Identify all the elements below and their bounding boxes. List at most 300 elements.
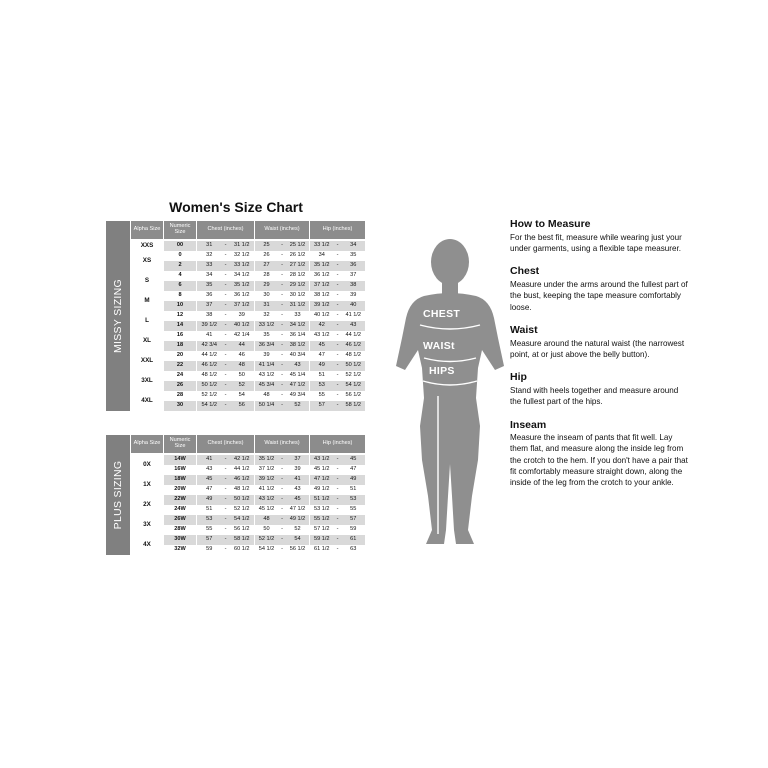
silhouette-shape bbox=[396, 239, 504, 544]
chest-min: 53 bbox=[206, 516, 213, 523]
waist-range bbox=[255, 333, 309, 339]
waist-min: 45 1/2 bbox=[258, 506, 275, 513]
waist-range-cell bbox=[255, 515, 309, 525]
chest-range-cell bbox=[197, 401, 254, 411]
waist-min: 50 bbox=[263, 526, 270, 533]
hip-min: 38 1/2 bbox=[313, 292, 330, 299]
chest-max: 58 1/2 bbox=[233, 536, 250, 543]
waist-min: 35 bbox=[263, 332, 270, 339]
header-hip: Hip (inches) bbox=[310, 221, 365, 241]
waist-min: 52 1/2 bbox=[258, 536, 275, 543]
waist-max: 45 bbox=[294, 496, 301, 503]
chest-min: 34 bbox=[206, 272, 213, 279]
waist-max: 49 3/4 bbox=[289, 392, 306, 399]
waist-range-cell bbox=[255, 241, 309, 251]
numeric-size-cell: 18 bbox=[164, 341, 196, 351]
hip-range-cell bbox=[310, 505, 365, 515]
hip-range-cell bbox=[310, 391, 365, 401]
header-numeric-size: Numeric Size bbox=[164, 221, 196, 241]
waist-range-cell bbox=[255, 381, 309, 391]
hip-max: 50 1/2 bbox=[345, 362, 362, 369]
waist-max: 47 1/2 bbox=[289, 506, 306, 513]
table-row bbox=[131, 455, 365, 465]
range-dash: - bbox=[224, 242, 227, 249]
chest-min: 44 1/2 bbox=[201, 352, 218, 359]
waist-min: 31 bbox=[263, 302, 270, 309]
chest-min: 49 bbox=[206, 496, 213, 503]
hip-min: 51 1/2 bbox=[313, 496, 330, 503]
waist-range bbox=[255, 383, 309, 389]
range-dash: - bbox=[336, 382, 339, 389]
range-dash: - bbox=[281, 292, 283, 299]
range-dash: - bbox=[336, 252, 339, 259]
table-row bbox=[131, 351, 365, 361]
table-row bbox=[131, 331, 365, 341]
range-dash: - bbox=[336, 292, 339, 299]
waist-max: 31 1/2 bbox=[289, 302, 306, 309]
range-dash: - bbox=[336, 536, 339, 543]
chest-max: 44 1/2 bbox=[233, 466, 250, 473]
waist-max: 43 bbox=[294, 362, 301, 369]
range-dash: - bbox=[224, 476, 227, 483]
hip-min: 47 1/2 bbox=[313, 476, 330, 483]
numeric-size-cell: 14W bbox=[164, 455, 196, 465]
numeric-size-cell: 22 bbox=[164, 361, 196, 371]
waist-range bbox=[255, 303, 309, 309]
hip-max: 34 bbox=[350, 242, 357, 249]
table-row bbox=[131, 465, 365, 475]
hip-max: 56 1/2 bbox=[345, 392, 362, 399]
guide-heading: Inseam bbox=[510, 418, 547, 431]
range-dash: - bbox=[336, 282, 339, 289]
waist-min: 25 bbox=[263, 242, 270, 249]
range-dash: - bbox=[281, 352, 283, 359]
how-to-measure-guide bbox=[510, 218, 690, 500]
chest-range bbox=[197, 497, 254, 503]
chest-range bbox=[197, 323, 254, 329]
chest-range bbox=[197, 517, 254, 523]
range-dash: - bbox=[224, 312, 227, 319]
hip-min: 49 bbox=[318, 362, 325, 369]
guide-heading: How to Measure bbox=[510, 218, 591, 230]
range-dash: - bbox=[224, 342, 227, 349]
numeric-size-cell: 12 bbox=[176, 312, 184, 319]
chest-min: 43 bbox=[206, 466, 213, 473]
waist-range-cell bbox=[255, 455, 309, 465]
chest-min: 31 bbox=[206, 242, 213, 249]
hip-max: 52 1/2 bbox=[345, 372, 362, 379]
body-measurement-figure bbox=[386, 238, 514, 545]
missy-sizing-label: MISSY SIZING bbox=[112, 278, 124, 354]
table-row bbox=[131, 505, 365, 515]
waist-min: 36 3/4 bbox=[258, 342, 275, 349]
waist-range bbox=[255, 353, 309, 359]
waist-range bbox=[255, 467, 309, 473]
chest-max: 33 1/2 bbox=[233, 262, 250, 269]
hip-range-cell bbox=[310, 321, 365, 331]
alpha-size-cell: 4XL bbox=[131, 391, 163, 411]
chest-max: 34 1/2 bbox=[233, 272, 250, 279]
chest-range bbox=[197, 477, 254, 483]
waist-range bbox=[255, 343, 309, 349]
chest-max: 50 1/2 bbox=[233, 496, 250, 503]
hip-max: 43 bbox=[350, 322, 357, 329]
waist-max: 45 1/4 bbox=[289, 372, 306, 379]
waist-range-cell bbox=[255, 391, 309, 401]
plus-size-table bbox=[130, 435, 366, 555]
waist-range bbox=[255, 293, 309, 299]
range-dash: - bbox=[224, 456, 227, 463]
waist-label: WAISt bbox=[423, 340, 455, 352]
waist-range bbox=[255, 363, 309, 369]
hip-min: 42 bbox=[318, 322, 325, 329]
waist-min: 54 1/2 bbox=[258, 546, 275, 553]
chest-min: 48 1/2 bbox=[201, 372, 218, 379]
hip-range bbox=[310, 343, 365, 349]
range-dash: - bbox=[281, 332, 283, 339]
waist-range bbox=[255, 243, 309, 249]
waist-min: 41 1/2 bbox=[258, 486, 275, 493]
waist-range-cell bbox=[255, 361, 309, 371]
chest-range-cell bbox=[197, 371, 254, 381]
waist-min: 39 bbox=[263, 352, 270, 359]
waist-max: 38 1/2 bbox=[289, 342, 306, 349]
chest-max: 56 1/2 bbox=[233, 526, 250, 533]
chest-range bbox=[197, 547, 254, 553]
table-row bbox=[131, 515, 365, 525]
guide-how-to-measure bbox=[510, 218, 690, 254]
chest-range-cell bbox=[197, 391, 254, 401]
header-alpha-size: Alpha Size bbox=[131, 221, 163, 241]
waist-max: 47 1/2 bbox=[289, 382, 306, 389]
waist-range-cell bbox=[255, 331, 309, 341]
table-row bbox=[131, 261, 365, 271]
hip-min: 59 1/2 bbox=[313, 536, 330, 543]
waist-range bbox=[255, 263, 309, 269]
alpha-size-cell: 1X bbox=[131, 475, 163, 495]
chest-max: 35 1/2 bbox=[233, 282, 250, 289]
range-dash: - bbox=[281, 382, 283, 389]
waist-range-cell bbox=[255, 261, 309, 271]
waist-min: 50 1/4 bbox=[258, 402, 275, 409]
hip-min: 47 bbox=[318, 352, 325, 359]
waist-min: 35 1/2 bbox=[258, 456, 275, 463]
table-row bbox=[131, 321, 365, 331]
chest-range bbox=[197, 313, 254, 319]
chest-range-cell bbox=[197, 545, 254, 555]
chest-range bbox=[197, 243, 254, 249]
waist-range bbox=[255, 393, 309, 399]
table-row bbox=[131, 545, 365, 555]
guide-text: Measure under the arms around the fullest part of the bust, keeping the tape measure comfortably loose. bbox=[510, 279, 688, 312]
alpha-size-cell: L bbox=[131, 311, 163, 331]
table-row bbox=[131, 535, 365, 545]
hip-range-cell bbox=[310, 371, 365, 381]
chest-min: 36 bbox=[206, 292, 213, 299]
waist-min: 41 1/4 bbox=[258, 362, 275, 369]
hip-min: 45 1/2 bbox=[313, 466, 330, 473]
chest-min: 35 bbox=[206, 282, 213, 289]
numeric-size-cell: 20W bbox=[174, 486, 186, 493]
chest-max: 39 bbox=[238, 312, 245, 319]
hip-min: 37 1/2 bbox=[313, 282, 330, 289]
waist-range-cell bbox=[255, 301, 309, 311]
range-dash: - bbox=[336, 352, 339, 359]
chest-max: 56 bbox=[238, 402, 245, 409]
waist-range-cell bbox=[255, 281, 309, 291]
chest-min: 33 bbox=[206, 262, 213, 269]
guide-inseam bbox=[510, 419, 690, 489]
waist-max: 52 bbox=[294, 402, 301, 409]
hip-max: 51 bbox=[350, 486, 357, 493]
hip-max: 37 bbox=[350, 272, 357, 279]
range-dash: - bbox=[336, 456, 339, 463]
chest-range-cell bbox=[197, 485, 254, 495]
hip-max: 41 1/2 bbox=[345, 312, 362, 319]
numeric-size-cell: 26 bbox=[164, 381, 196, 391]
chest-max: 40 1/2 bbox=[233, 322, 250, 329]
range-dash: - bbox=[281, 456, 283, 463]
range-dash: - bbox=[224, 302, 227, 309]
hip-range-cell bbox=[310, 341, 365, 351]
range-dash: - bbox=[336, 392, 339, 399]
chest-range bbox=[197, 487, 254, 493]
table-row bbox=[131, 485, 365, 495]
hip-max: 46 1/2 bbox=[345, 342, 362, 349]
chest-max: 32 1/2 bbox=[233, 252, 250, 259]
guide-waist bbox=[510, 324, 690, 360]
chest-range-cell bbox=[197, 261, 254, 271]
plus-sizing-section bbox=[106, 435, 366, 555]
guide-chest bbox=[510, 265, 690, 313]
missy-sizing-section bbox=[106, 221, 366, 411]
waist-range-cell bbox=[255, 371, 309, 381]
hip-range bbox=[310, 383, 365, 389]
range-dash: - bbox=[336, 506, 339, 513]
hip-min: 36 1/2 bbox=[313, 272, 330, 279]
chest-range bbox=[197, 363, 254, 369]
chest-range bbox=[197, 353, 254, 359]
numeric-size-cell: 20 bbox=[176, 352, 184, 359]
numeric-size-cell: 16W bbox=[174, 466, 186, 473]
numeric-size-cell: 6 bbox=[164, 281, 196, 291]
chest-min: 45 bbox=[206, 476, 213, 483]
chest-max: 54 1/2 bbox=[233, 516, 250, 523]
waist-max: 28 1/2 bbox=[289, 272, 306, 279]
hip-range bbox=[310, 283, 365, 289]
hip-min: 43 1/2 bbox=[313, 456, 330, 463]
range-dash: - bbox=[281, 536, 283, 543]
chart-title: Women's Size Chart bbox=[169, 199, 303, 215]
hip-range bbox=[310, 323, 365, 329]
table-row bbox=[131, 371, 365, 381]
hip-range-cell bbox=[310, 545, 365, 555]
chest-min: 46 1/2 bbox=[201, 362, 218, 369]
waist-min: 27 bbox=[263, 262, 270, 269]
chest-min: 42 3/4 bbox=[201, 342, 218, 349]
hip-range-cell bbox=[310, 271, 365, 281]
hip-max: 49 bbox=[350, 476, 357, 483]
hip-range bbox=[310, 497, 365, 503]
hip-min: 39 1/2 bbox=[313, 302, 330, 309]
waist-max: 33 bbox=[294, 312, 301, 319]
range-dash: - bbox=[336, 476, 339, 483]
header-numeric-size: Numeric Size bbox=[164, 435, 196, 455]
chest-range bbox=[197, 303, 254, 309]
range-dash: - bbox=[281, 362, 283, 369]
waist-range-cell bbox=[255, 271, 309, 281]
alpha-size-cell: S bbox=[131, 271, 163, 291]
waist-min: 33 1/2 bbox=[258, 322, 275, 329]
chest-max: 46 bbox=[238, 352, 245, 359]
waist-range bbox=[255, 517, 309, 523]
hip-max: 55 bbox=[350, 506, 357, 513]
hip-range-cell bbox=[310, 241, 365, 251]
hip-max: 63 bbox=[350, 546, 357, 553]
numeric-size-cell: 8 bbox=[178, 292, 182, 299]
hip-min: 51 bbox=[318, 372, 325, 379]
chest-range-cell bbox=[197, 331, 254, 341]
waist-range-cell bbox=[255, 525, 309, 535]
range-dash: - bbox=[224, 402, 227, 409]
plus-sizing-sidebar bbox=[106, 435, 130, 555]
hip-range-cell bbox=[310, 455, 365, 465]
chest-range bbox=[197, 403, 254, 409]
table-row bbox=[131, 525, 365, 535]
chest-range-cell bbox=[197, 341, 254, 351]
range-dash: - bbox=[281, 476, 283, 483]
hip-range-cell bbox=[310, 301, 365, 311]
numeric-size-cell: 18W bbox=[164, 475, 196, 485]
numeric-size-cell: 24W bbox=[174, 506, 186, 513]
hip-min: 34 bbox=[318, 252, 325, 259]
numeric-size-cell: 28W bbox=[174, 526, 186, 533]
numeric-size-cell: 0 bbox=[178, 252, 182, 259]
hip-range-cell bbox=[310, 535, 365, 545]
range-dash: - bbox=[224, 322, 227, 329]
hip-max: 35 bbox=[350, 252, 357, 259]
waist-max: 41 bbox=[294, 476, 301, 483]
chest-range bbox=[197, 373, 254, 379]
header-hip: Hip (inches) bbox=[310, 435, 365, 455]
waist-range-cell bbox=[255, 535, 309, 545]
waist-min: 39 1/2 bbox=[258, 476, 275, 483]
chest-min: 41 bbox=[206, 332, 213, 339]
table-row bbox=[131, 311, 365, 321]
hips-label: HIPS bbox=[429, 365, 455, 377]
hip-range-cell bbox=[310, 465, 365, 475]
range-dash: - bbox=[281, 546, 283, 553]
hip-max: 61 bbox=[350, 536, 357, 543]
waist-max: 54 bbox=[294, 536, 301, 543]
chest-min: 41 bbox=[206, 456, 213, 463]
waist-max: 49 1/2 bbox=[289, 516, 306, 523]
chest-range-cell bbox=[197, 495, 254, 505]
hip-range bbox=[310, 363, 365, 369]
range-dash: - bbox=[281, 516, 283, 523]
chest-range-cell bbox=[197, 241, 254, 251]
numeric-size-cell: 10 bbox=[164, 301, 196, 311]
hip-range bbox=[310, 403, 365, 409]
chest-range-cell bbox=[197, 271, 254, 281]
hip-min: 57 1/2 bbox=[313, 526, 330, 533]
hip-max: 36 bbox=[350, 262, 357, 269]
waist-min: 32 bbox=[263, 312, 270, 319]
waist-range-cell bbox=[255, 545, 309, 555]
chest-range-cell bbox=[197, 455, 254, 465]
table-row bbox=[131, 401, 365, 411]
waist-max: 40 3/4 bbox=[289, 352, 306, 359]
body-silhouette-icon bbox=[386, 238, 514, 545]
chest-min: 39 1/2 bbox=[201, 322, 218, 329]
table-row bbox=[131, 361, 365, 371]
hip-min: 57 bbox=[318, 402, 325, 409]
waist-range-cell bbox=[255, 311, 309, 321]
waist-range bbox=[255, 313, 309, 319]
chest-max: 46 1/2 bbox=[233, 476, 250, 483]
range-dash: - bbox=[336, 496, 339, 503]
hip-max: 53 bbox=[350, 496, 357, 503]
chest-range bbox=[197, 263, 254, 269]
waist-range bbox=[255, 253, 309, 259]
waist-max: 43 bbox=[294, 486, 301, 493]
hip-max: 47 bbox=[350, 466, 357, 473]
waist-range bbox=[255, 537, 309, 543]
hip-max: 48 1/2 bbox=[345, 352, 362, 359]
chest-max: 42 1/2 bbox=[233, 456, 250, 463]
table-row bbox=[131, 281, 365, 291]
chest-min: 59 bbox=[206, 546, 213, 553]
hip-range bbox=[310, 273, 365, 279]
hip-min: 55 bbox=[318, 392, 325, 399]
table-row bbox=[131, 475, 365, 485]
chest-range-cell bbox=[197, 301, 254, 311]
chest-range bbox=[197, 283, 254, 289]
range-dash: - bbox=[336, 302, 339, 309]
hip-range bbox=[310, 333, 365, 339]
waist-min: 48 bbox=[263, 516, 270, 523]
hip-min: 53 1/2 bbox=[313, 506, 330, 513]
chest-range bbox=[197, 293, 254, 299]
range-dash: - bbox=[336, 342, 339, 349]
chest-range bbox=[197, 507, 254, 513]
hip-range bbox=[310, 487, 365, 493]
guide-text: Stand with heels together and measure around the fullest part of the hips. bbox=[510, 385, 679, 407]
hip-max: 44 1/2 bbox=[345, 332, 362, 339]
table-row bbox=[131, 391, 365, 401]
numeric-size-cell: 32W bbox=[174, 546, 186, 553]
chest-min: 38 bbox=[206, 312, 213, 319]
table-row bbox=[131, 381, 365, 391]
alpha-size-cell: 3XL bbox=[131, 371, 163, 391]
numeric-size-cell: 30W bbox=[164, 535, 196, 545]
chest-range-cell bbox=[197, 505, 254, 515]
guide-heading: Chest bbox=[510, 265, 540, 278]
chest-min: 37 bbox=[206, 302, 213, 309]
range-dash: - bbox=[281, 322, 283, 329]
range-dash: - bbox=[336, 272, 339, 279]
hip-range bbox=[310, 253, 365, 259]
waist-max: 36 1/4 bbox=[289, 332, 306, 339]
range-dash: - bbox=[336, 486, 339, 493]
alpha-size-cell: XS bbox=[131, 251, 163, 271]
chest-max: 44 bbox=[238, 342, 245, 349]
hip-max: 45 bbox=[350, 456, 357, 463]
numeric-size-cell: 14 bbox=[164, 321, 196, 331]
range-dash: - bbox=[224, 516, 227, 523]
chest-range bbox=[197, 537, 254, 543]
missy-size-table bbox=[130, 221, 366, 411]
